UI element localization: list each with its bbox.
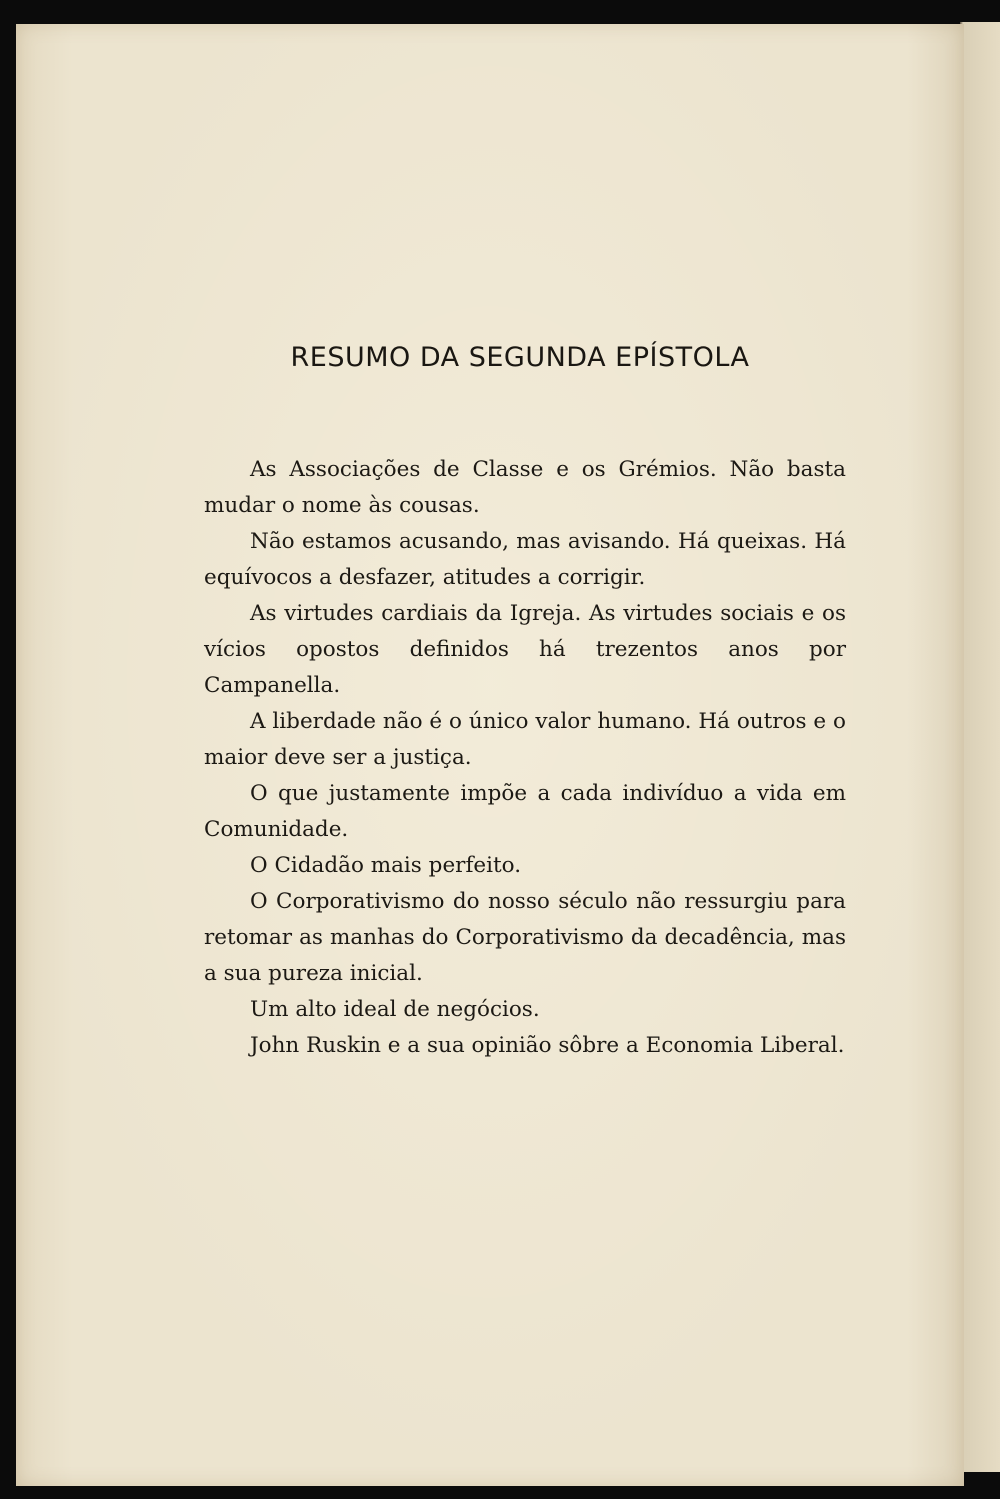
page-title: RESUMO DA SEGUNDA EPÍSTOLA [290,342,750,373]
summary-paragraph: O Cidadão mais perfeito. [250,853,522,878]
summary-paragraph: O Corporativismo do nosso século não ressurgiu para retomar as manhas do Corporativismo da decadência, mas a sua pureza inicial. [204,889,846,986]
summary-paragraph: Um alto ideal de negócios. [250,997,540,1022]
summary-paragraph: John Ruskin e a sua opinião sôbre a Economia Liberal. [250,1033,845,1058]
summary-paragraph: O que justamente impõe a cada indivíduo a vida em Comunidade. [204,781,846,842]
summary-paragraph: Não estamos acusando, mas avisando. Há queixas. Há equívocos a desfazer, atitudes a corrigir. [204,529,846,590]
summary-paragraph: A liberdade não é o único valor humano. Há outros e o maior deve ser a justiça. [204,709,846,770]
summary-paragraph: As Associações de Classe e os Grémios. Não basta mudar o nome às cousas. [204,457,846,518]
summary-paragraph: As virtudes cardiais da Igreja. As virtudes sociais e os vícios opostos definidos há trezentos anos por Campanella. [204,601,846,698]
adjacent-page-edge [960,22,1000,1472]
summary-text [204,452,846,1064]
